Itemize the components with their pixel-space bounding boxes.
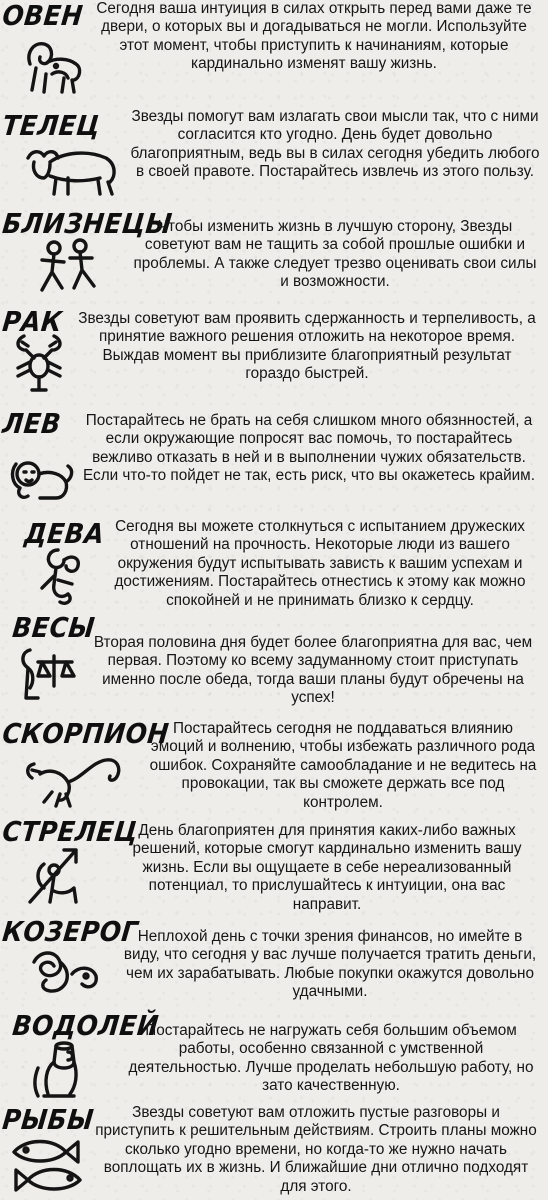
sign-cancer xyxy=(0,300,548,400)
sign-taurus xyxy=(0,104,548,204)
sign-text: Чтобы изменить жизнь в лучшую сторону, Звезды советуют вам не тащить за собой прошлые ошибки и проблемы. А также следует трезво оценивать свои силы и возможности. xyxy=(133,218,537,291)
aquarius-water-bearer-icon xyxy=(24,1038,88,1102)
sign-capricorn xyxy=(0,914,548,1008)
sign-text: Постарайтесь не нагружать себя большим объемом работы, особенно связанной с умственной деятельностью. Лучше проделать небольшую работу, но зато качественную. xyxy=(128,1022,534,1095)
pisces-fish-icon xyxy=(8,1134,90,1196)
capricorn-goat-icon xyxy=(26,944,106,1004)
sign-scorpio xyxy=(0,716,548,816)
libra-scales-icon xyxy=(12,642,78,708)
cancer-crayfish-icon xyxy=(8,332,70,396)
taurus-bull-icon xyxy=(22,136,122,198)
sign-text: Звезды советуют вам отложить пустые разговоры и приступить к решительным действиям. Строить планы можно сколько угодно времени, но когда-то же нужно начать воплощать их в жизнь. И ближайшие дни отлично подходят для этого. xyxy=(95,1104,537,1195)
sign-title: РЫБЫ xyxy=(0,1103,96,1136)
sign-title: СТРЕЛЕЦ xyxy=(0,815,140,848)
sign-text: День благоприятен для принятия каких-либо важных решений, которые смогут кардинально изменить вашу жизнь. Если вы ощущаете в себе нереализованный потенциал, то прислушайтесь к интуиции, она вас направит. xyxy=(132,822,522,913)
sign-title: РАК xyxy=(0,305,64,338)
sign-title: ТЕЛЕЦ xyxy=(0,109,102,142)
scorpio-scorpion-icon xyxy=(22,748,132,812)
sign-sagittarius xyxy=(0,814,548,914)
sign-aries xyxy=(0,0,548,100)
sign-text: Вторая половина дня будет более благоприятна для вас, чем первая. Поэтому ко всему задуманному стоит приступать именно после обеда, тогда ваши планы будут обречены на успех! xyxy=(93,634,533,707)
gemini-twins-icon xyxy=(28,236,108,296)
sign-pisces xyxy=(0,1098,548,1200)
sign-libra xyxy=(0,610,548,714)
sign-title: ДЕВА xyxy=(22,517,106,550)
sagittarius-archer-icon xyxy=(22,844,88,910)
sign-leo xyxy=(0,404,548,508)
sign-title: ВОДОЛЕЙ xyxy=(10,1009,161,1042)
sign-text: Сегодня ваша интуиция в силах открыть перед вами даже те двери, о которых вы и догадываться не могли. Используйте этот момент, чтобы приступить к начинаниям, которые кардинально изменят вашу жизнь. xyxy=(96,0,532,73)
sign-title: СКОРПИОН xyxy=(0,717,171,750)
sign-text: Звезды советуют вам проявить сдержанность и терпеливость, а принятие важного решения отложить на некоторое время. Выждав момент вы приблизите благоприятный результат гораздо быстрей. xyxy=(78,310,536,383)
sign-title: БЛИЗНЕЦЫ xyxy=(0,207,174,240)
sign-gemini xyxy=(0,206,548,296)
sign-text: Звезды помогут вам излагать свои мысли так, что с ними согласится кто угодно. День будет довольно благоприятным, ведь вы в силах сегодня убедить любого в своей правоте. Постарайтесь извлечь из этого пользу. xyxy=(130,108,540,181)
sign-title: ОВЕН xyxy=(0,0,85,32)
sign-text: Сегодня вы можете столкнуться с испытанием дружеских отношений на прочность. Некоторые люди из вашего окружения будут испытывать зависть к вашим успехам и достижениям. Постарайтесь отнестись к этому как можно спокойней и не принимать близко к сердцу. xyxy=(114,518,526,609)
sign-text: Постарайтесь не брать на себя слишком много обязнностей, а если окружающие попросят вас помочь, то постарайтесь вежливо отказать в ней и в выполнении чужих обязательств. Если что-то пойдет не так, есть риск, что вы окажетесь крайим. xyxy=(83,412,535,485)
sign-text: Неплохой день с точки зрения финансов, но имейте в виду, что сегодня у вас лучше получается тратить деньги, чем их зарабатывать. Любые покупки окажутся довольно удачными. xyxy=(123,928,537,1001)
leo-lion-icon xyxy=(6,448,76,504)
sign-title: ВЕСЫ xyxy=(10,611,97,644)
aries-ram-icon xyxy=(22,34,92,96)
sign-title: ЛЕВ xyxy=(0,407,63,440)
sign-title: КОЗЕРОГ xyxy=(0,915,140,948)
sign-aquarius xyxy=(0,1008,548,1102)
virgo-maiden-icon xyxy=(30,544,94,608)
sign-text: Постарайтесь сегодня не поддаваться влиянию эмоций и волнению, чтобы избежать различного рода ошибок. Сохраняйте самообладание и не ведитесь на провокации, так вы сможете держать все под контролем. xyxy=(149,720,537,811)
sign-virgo xyxy=(0,512,548,616)
